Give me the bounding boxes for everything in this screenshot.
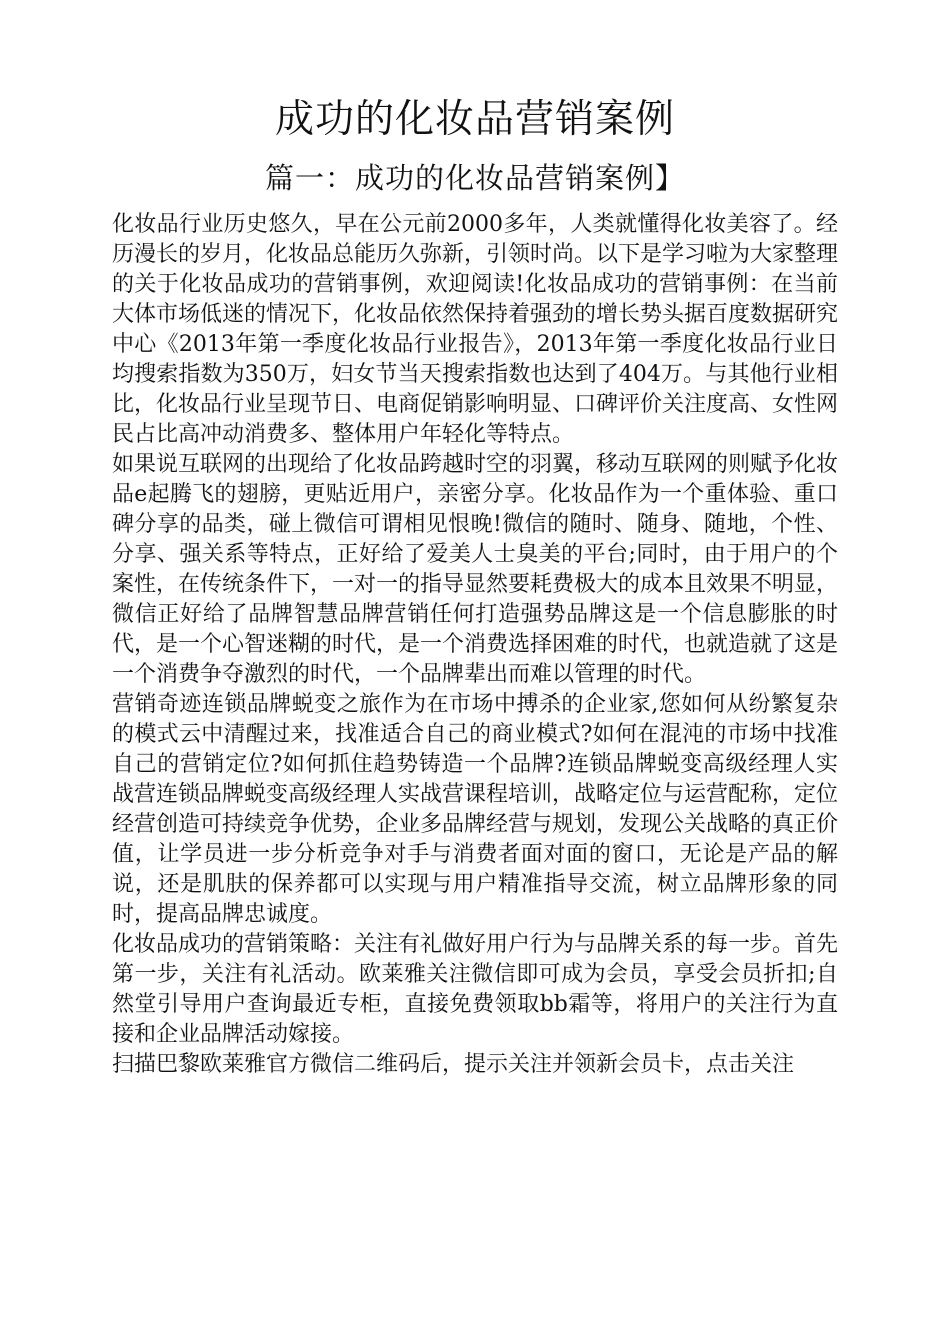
- paragraph-chain-brand: 营销奇迹连锁品牌蜕变之旅作为在市场中搏杀的企业家,您如何从纷繁复杂的模式云中清醒过来，找准适合自己的商业模式?如何在混沌的市场中找准自己的营销定位?如何抓住趋势铸造一个品牌?连锁品牌蜕变高级经理人实战营连锁品牌蜕变高级经理人实战营课程培训，战略定位与运营配称，定位经营创造可持续竞争优势，企业多品牌经营与规划，发现公关战略的真正价值，让学员进一步分析竞争对手与消费者面对面的窗口，无论是产品的解说，还是肌肤的保养都可以实现与用户精准指导交流，树立品牌形象的同时，提高品牌忠诚度。: [112, 692, 839, 927]
- paragraph-intro: 化妆品行业历史悠久，早在公元前2000多年，人类就懂得化妆美容了。经历漫长的岁月，化妆品总能历久弥新，引领时尚。以下是学习啦为大家整理的关于化妆品成功的营销事例，欢迎阅读!化妆品成功的营销事例：在当前大体市场低迷的情况下，化妆品依然保持着强劲的增长势头据百度数据研究中心《2013年第一季度化妆品行业报告》，2013年第一季度化妆品行业日均搜索指数为350万，妇女节当天搜索指数也达到了404万。与其他行业相比，化妆品行业呈现节日、电商促销影响明显、口碑评价关注度高、女性网民占比高冲动消费多、整体用户年轻化等特点。: [112, 212, 839, 447]
- paragraph-mobile-internet: 如果说互联网的出现给了化妆品跨越时空的羽翼，移动互联网的则赋予化妆品e起腾飞的翅膀，更贴近用户，亲密分享。化妆品作为一个重体验、重口碑分享的品类，碰上微信可谓相见恨晚!微信的随时、随身、随地，个性、分享、强关系等特点，正好给了爱美人士臭美的平台;同时，由于用户的个案性，在传统条件下，一对一的指导显然要耗费极大的成本且效果不明显，微信正好给了品牌智慧品牌营销任何打造强势品牌这是一个信息膨胀的时代，是一个心智迷糊的时代，是一个消费选择困难的时代，也就造就了这是一个消费争夺激烈的时代，一个品牌辈出而难以管理的时代。: [112, 452, 839, 687]
- paragraph-qr-scan: 扫描巴黎欧莱雅官方微信二维码后，提示关注并领新会员卡，点击关注: [112, 1052, 795, 1077]
- document-body: [112, 210, 838, 1080]
- document-subtitle: 篇一：成功的化妆品营销案例】: [264, 161, 685, 195]
- document-title: 成功的化妆品营销案例: [274, 97, 675, 142]
- paragraph-marketing-strategy: 化妆品成功的营销策略：关注有礼做好用户行为与品牌关系的每一步。首先第一步，关注有礼活动。欧莱雅关注微信即可成为会员，享受会员折扣;自然堂引导用户查询最近专柜，直接免费领取bb霜等，将用户的关注行为直接和企业品牌活动嫁接。: [112, 932, 839, 1047]
